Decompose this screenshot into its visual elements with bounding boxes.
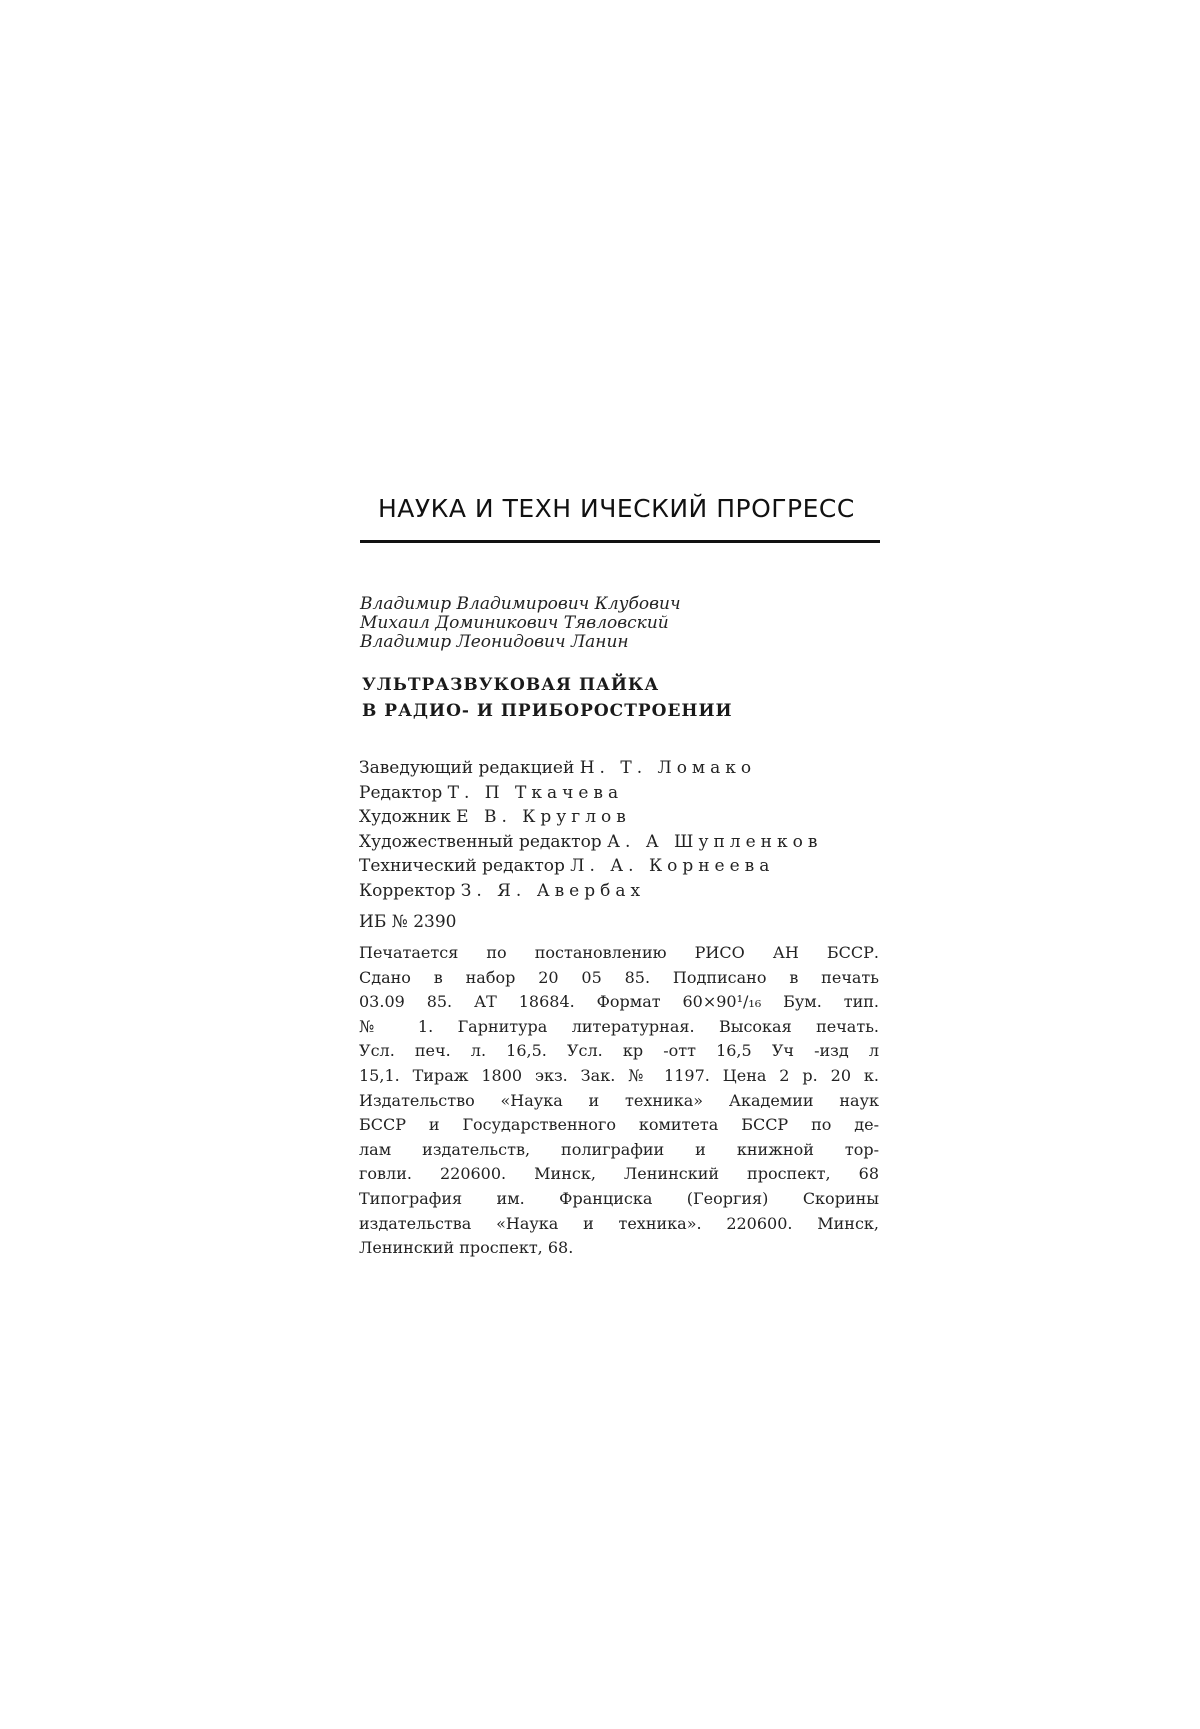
author-list [360,595,681,652]
imprint-line: 03.09 85. АТ 18684. Формат 60×90¹/₁₆ Бум. тип. [359,992,879,1012]
book-title [362,672,733,724]
credit-name: А. А Шупленков [607,831,823,852]
imprint-line: Печатается по постановлению РИСО АН БССР. [359,943,879,962]
credit-role: Художник [359,807,451,827]
credit-role: Технический редактор [359,856,565,876]
imprint-line: Сдано в набор 20 05 85. Подписано в печать [359,967,879,987]
book-title-line: УЛЬТРАЗВУКОВАЯ ПАЙКА [362,675,660,695]
credit-line [359,756,822,781]
imprint-line: издательства «Наука и техника». 220600. Минск, [359,1213,879,1233]
credit-role: Корректор [359,880,456,901]
credit-role: Заведующий редакцией [359,758,575,778]
credits-list [359,756,822,903]
imprint-line: лам издательств, полиграфии и книжной тор- [359,1139,879,1159]
credit-name: Е В. Круглов [456,807,631,827]
author-name: Владимир Леонидович Ланин [360,632,629,652]
credit-role: Художественный редактор [359,831,602,852]
imprint-line: говли. 220600. Минск, Ленинский проспект, 68 [359,1164,879,1184]
imprint-line: БССР и Государственного комитета БССР по де- [359,1115,879,1135]
book-title-line: В РАДИО- И ПРИБОРОСТРОЕНИИ [362,701,733,721]
credit-line [359,781,822,806]
credit-line [359,805,822,830]
credit-role: Редактор [359,782,443,803]
imprint-line: Типография им. Франциска (Георгия) Скорины [359,1188,879,1208]
imprint-line: № 1. Гарнитура литературная. Высокая печать. [359,1016,879,1036]
credit-name: Л. А. Корнеева [570,856,775,876]
imprint-line: Ленинский проспект, 68. [359,1238,574,1258]
imprint-block [359,941,879,1261]
credit-name: Т. П Ткачева [447,782,624,803]
imprint-line: 15,1. Тираж 1800 экз. Зак. № 1197. Цена 2 р. 20 к. [359,1065,879,1085]
imprint-line: Усл. печ. л. 16,5. Усл. кр -отт 16,5 Уч -изд л [359,1041,879,1061]
credit-line [359,879,822,904]
credit-name: Н. Т. Ломако [579,758,757,778]
credit-line [359,854,822,879]
author-name: Михаил Доминикович Тявловский [360,613,669,633]
author-name: Владимир Владимирович Клубович [360,594,681,614]
series-title: НАУКА И ТЕХН ИЧЕСКИЙ ПРОГРЕСС [378,494,855,523]
credit-line [359,830,822,855]
ib-number: ИБ № 2390 [359,912,457,932]
series-divider [360,540,880,543]
imprint-line: Издательство «Наука и техника» Академии наук [359,1090,879,1110]
credit-name: З. Я. Авербах [460,880,646,901]
